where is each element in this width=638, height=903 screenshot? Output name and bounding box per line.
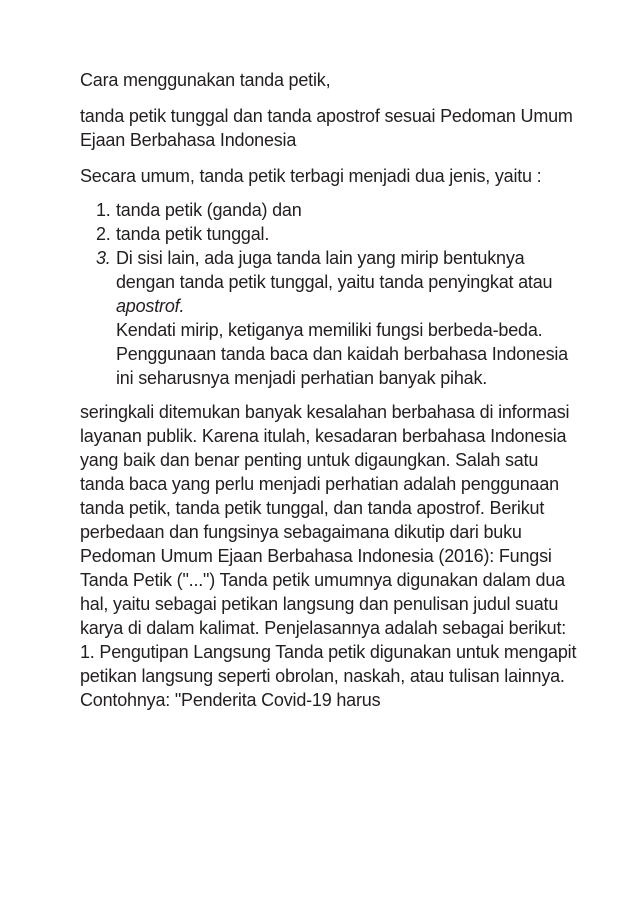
list-item (80, 246, 580, 390)
apostrof-term: apostrof. (116, 296, 185, 316)
type-list (80, 198, 580, 390)
list-number: 1. (96, 200, 111, 220)
document-intro: Secara umum, tanda petik terbagi menjadi dua jenis, yaitu : (80, 166, 542, 186)
list-number: 3. (96, 248, 111, 268)
document-body: seringkali ditemukan banyak kesalahan berbahasa di informasi layanan publik. Karena itulah, kesadaran berbahasa Indonesia yang baik dan benar penting untuk digaungkan. Salah satu tanda baca yang perlu menjadi perhatian adalah penggunaan tanda petik, tanda petik tunggal, dan tanda apostrof. Berikut perbedaan dan fungsinya sebagaimana dikutip dari buku Pedoman Umum Ejaan Berbahasa Indonesia (2016): Fungsi Tanda Petik ("...") Tanda petik umumnya digunakan dalam dua hal, yaitu sebagai petikan langsung dan penulisan judul suatu karya di dalam kalimat. Penjelasannya adalah sebagai berikut: 1. Pengutipan Langsung Tanda petik digunakan untuk mengapit petikan langsung seperti obrolan, naskah, atau tulisan lainnya. Contohnya: "Penderita Covid-19 harus (80, 402, 577, 710)
list-item-continuation: Kendati mirip, ketiganya memiliki fungsi berbeda-beda. Penggunaan tanda baca dan kaidah berbahasa Indonesia ini seharusnya menjadi perhatian banyak pihak. (116, 320, 568, 388)
document-page (80, 68, 580, 712)
list-item (80, 198, 580, 222)
list-item-text: tanda petik (ganda) dan (116, 200, 302, 220)
document-heading: Cara menggunakan tanda petik, (80, 70, 331, 90)
list-number: 2. (96, 224, 111, 244)
list-item-text: Di sisi lain, ada juga tanda lain yang mirip bentuknya dengan tanda petik tunggal, yaitu tanda penyingkat atau (116, 248, 553, 292)
document-subheading: tanda petik tunggal dan tanda apostrof sesuai Pedoman Umum Ejaan Berbahasa Indonesia (80, 106, 573, 150)
list-item-text: tanda petik tunggal. (116, 224, 270, 244)
list-item (80, 222, 580, 246)
